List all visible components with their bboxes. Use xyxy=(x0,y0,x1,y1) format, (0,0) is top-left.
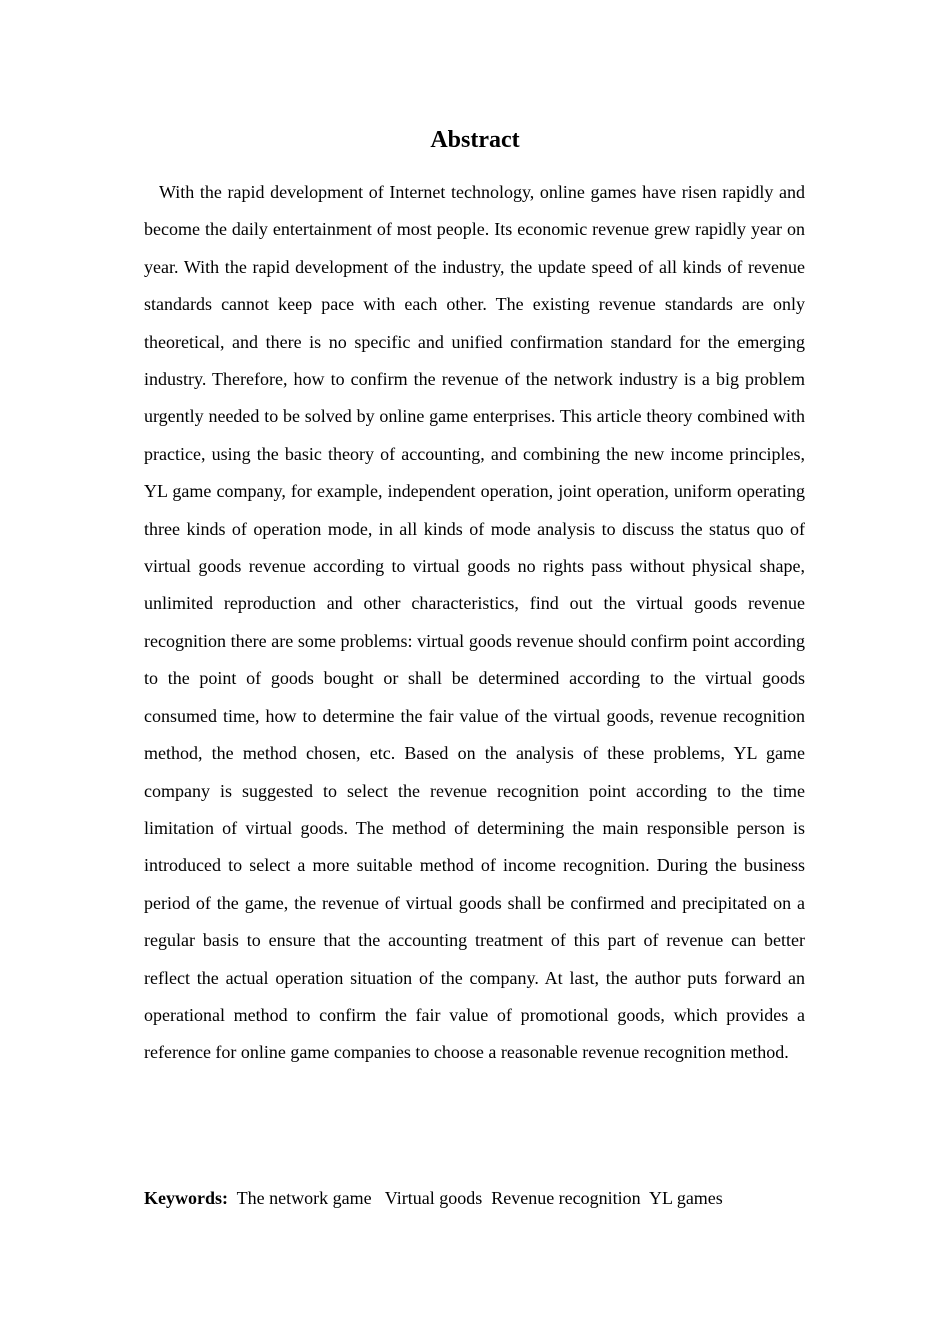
keywords-list: The network game Virtual goods Revenue recognition YL games xyxy=(228,1188,723,1208)
keywords-label: Keywords: xyxy=(144,1188,228,1208)
keywords-line xyxy=(144,1181,824,1215)
abstract-body: With the rapid development of Internet technology, online games have risen rapidly and become the daily entertainment of most people. Its economic revenue grew rapidly year on year. With the rapid development of the industry, the update speed of all kinds of revenue standards cannot keep pace with each other. The existing revenue standards are only theoretical, and there is no specific and unified confirmation standard for the emerging industry. Therefore, how to confirm the revenue of the network industry is a big problem urgently needed to be solved by online game enterprises. This article theory combined with practice, using the basic theory of accounting, and combining the new income principles, YL game company, for example, independent operation, joint operation, uniform operating three kinds of operation mode, in all kinds of mode analysis to discuss the status quo of virtual goods revenue according to virtual goods no rights pass without physical shape, unlimited reproduction and other characteristics, find out the virtual goods revenue recognition there are some problems: virtual goods revenue should confirm point according to the point of goods bought or shall be determined according to the virtual goods consumed time, how to determine the fair value of the virtual goods, revenue recognition method, the method chosen, etc. Based on the analysis of these problems, YL game company is suggested to select the revenue recognition point according to the time limitation of virtual goods. The method of determining the main responsible person is introduced to select a more suitable method of income recognition. During the business period of the game, the revenue of virtual goods shall be confirmed and precipitated on a regular basis to ensure that the accounting treatment of this part of revenue can better reflect the actual operation situation of the company. At last, the author puts forward an operational method to confirm the fair value of promotional goods, which provides a reference for online game companies to choose a reasonable revenue recognition method. xyxy=(144,182,805,1063)
abstract-title: Abstract xyxy=(430,127,520,153)
